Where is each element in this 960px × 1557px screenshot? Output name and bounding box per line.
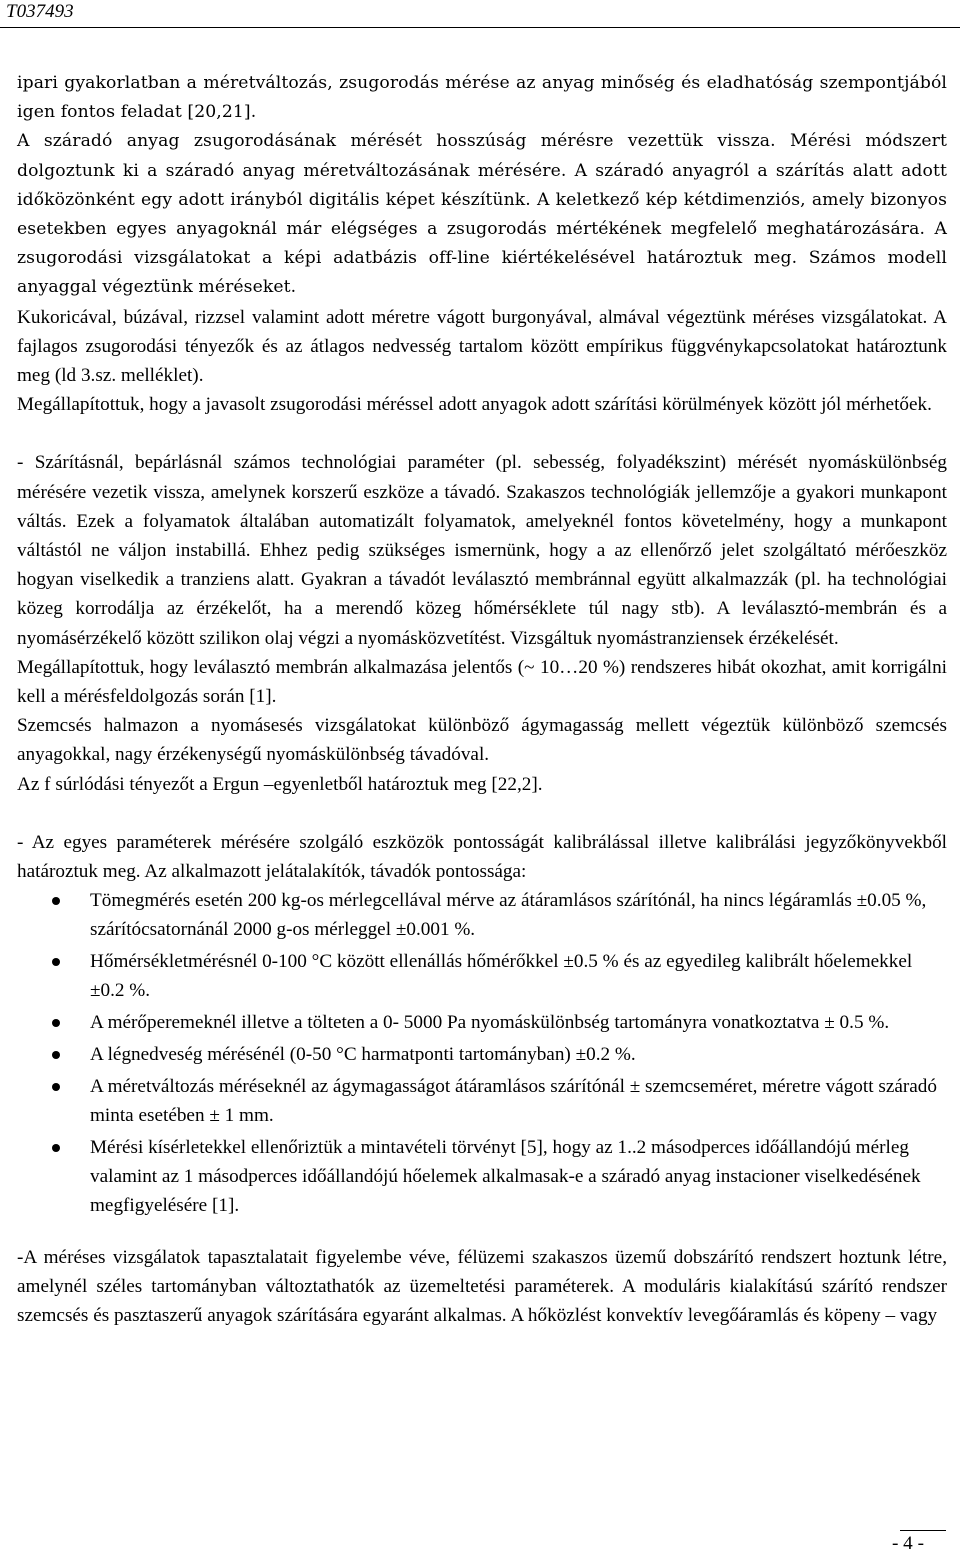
list-item <box>17 947 947 1005</box>
bullet-icon <box>52 1083 60 1091</box>
bullet-icon <box>52 958 60 966</box>
paragraph-intro: ipari gyakorlatban a méretváltozás, zsugorodás mérése az anyag minőség és eladhatóság szempontjából igen fontos feladat [20,21]. <box>17 73 947 123</box>
footer-divider <box>900 1530 946 1531</box>
paragraph-membrane-error: Megállapítottuk, hogy leválasztó membrán alkalmazása jelentős (~ 10…20 %) rendszeres hibát okozhat, amit korrigálni kell a mérésfeldolgozás során [1]. <box>17 656 947 708</box>
bullet-icon <box>52 1019 60 1027</box>
page-number: - 4 - <box>892 1533 924 1554</box>
bullet-icon <box>52 1144 60 1152</box>
paragraph-calibration: - Az egyes paraméterek mérésére szolgáló eszközök pontosságát kalibrálással illetve kalibrálási jegyzőkönyvekből határoztuk meg. Az alkalmazott jelátalakítók, távadók pontossága: <box>17 831 947 883</box>
list-item-text: Mérési kísérletekkel ellenőriztük a mintavételi törvényt [5], hogy az 1..2 másodperces időállandójú mérleg valamint az 1 másodperces időállandójú hőelemek alkalmasak-e a száradó anyag instacioner viselkedésének megfigyelésére [1]. <box>90 1136 921 1217</box>
paragraph-granular-pressure-drop: Szemcsés halmazon a nyomásesés vizsgálatokat különböző ágymagasság mellett végeztük különböző szemcsés anyagokkal, nagy érzékenységű nyomáskülönbség távadóval. <box>17 715 947 766</box>
paragraph-shrinkage-method: A száradó anyag zsugorodásának mérését hosszúság mérésre vezettük vissza. Mérési módszert dolgoztunk ki a száradó anyag méretváltozásának mérésére. A száradó anyagról a szárítás alatt adott időközönként egy adott irányból digitális képet készítünk. A keletkező kép kétdimenziós, amely bizonyos esetekben egyes anyagoknál már elégséges a zsugorodás mértékének megfelelő meghatározására. A zsugorodási vizsgálatokat a képi adatbázis off-line kiértékelésével határoztuk meg. Számos modell anyaggal végeztünk méréseket. <box>17 131 947 298</box>
paragraph-friction-factor: Az f súrlódási tényezőt a Ergun –egyenletből határoztuk meg [22,2]. <box>17 773 543 795</box>
list-item <box>17 1008 947 1037</box>
list-item-text: A mérőperemeknél illetve a tölteten a 0- 5000 Pa nyomáskülönbség tartományra vonatkoztatva ± 0.5 %. <box>90 1012 890 1034</box>
list-item-text: A méretváltozás méréseknél az ágymagasságot átáramlásos szárítónál ± szemcseméret, méretre vágott száradó minta esetében ± 1 mm. <box>90 1075 937 1127</box>
list-item-text: Tömegmérés esetén 200 kg-os mérlegcellával mérve az átáramlásos szárítónál, ha nincs légáramlás ±0.05 %, szárítócsatornánál 2000 g-os mérleggel ±0.001 %. <box>90 890 927 941</box>
spacer <box>17 1223 947 1243</box>
spacer <box>17 799 947 828</box>
spacer <box>17 419 947 448</box>
list-item-text: A légnedveség mérésénél (0-50 °C harmatponti tartományban) ±0.2 %. <box>90 1044 636 1066</box>
paragraph-pressure-transmitter: - Szárításnál, bepárlásnál számos technológiai paraméter (pl. sebesség, folyadékszint) mérését nyomáskülönbség mérésére vezetik vissza, amelynek korszerű eszköze a távadó. Szakaszos technológiák jellemzője a gyakori munkapont váltás. Ezek a folyamatok általában automatizált folyamatok, amelyeknél fontos követelmény, hogy a munkapont váltástól ne váljon instabillá. Ehhez pedig szükséges ismernünk, hogy a az ellenőrző jelet szolgáltató mérőeszköz hogyan viselkedik a tranziens alatt. Gyakran a távadót leválasztó membránnal együtt alkalmazzák (pl. ha technológiai közeg korrodálja az érzékelőt, ha a merendő közeg hőmérséklete túl nagy stb). A leválasztó-membrán és a nyomásérzékelő között szilikon olaj végzi a nyomásközvetítést. Vizsgáltuk nyomástranziensek érzékelését. <box>17 452 947 649</box>
list-item <box>17 1040 947 1069</box>
header-divider <box>0 27 960 28</box>
list-item <box>17 1133 947 1221</box>
paragraph-shrinkage-conclusion: Megállapítottuk, hogy a javasolt zsugorodási méréssel adott anyagok adott szárítási körülmények között jól mérhetőek. <box>17 394 932 416</box>
accuracy-list <box>17 886 947 1220</box>
bullet-icon <box>52 1051 60 1059</box>
document-id: T037493 <box>6 1 74 22</box>
paragraph-shrinkage-materials: Kukoricával, búzával, rizzsel valamint adott méretre vágott burgonyával, almával végeztünk méréses vizsgálatokat. A fajlagos zsugorodási tényezők és az átlagos nedvesség tartalom között empírikus függvénykapcsolatokat határoztunk meg (ld 3.sz. melléklet). <box>17 306 947 387</box>
paragraph-drum-dryer: -A méréses vizsgálatok tapasztalatait figyelembe véve, félüzemi szakaszos üzemű dobszárító rendszert hoztunk létre, amelynél széles tartományban változtathatók az üzemeltetési paraméterek. A moduláris kialakítású szárító rendszer szemcsés és pasztaszerű anyagok szárítására egyaránt alkalmas. A hőközlést konvektív levegőáramlás és köpeny – vagy <box>17 1247 947 1327</box>
bullet-icon <box>52 897 60 905</box>
list-item <box>17 886 947 944</box>
list-item <box>17 1072 947 1130</box>
list-item-text: Hőmérsékletmérésnél 0-100 °C között ellenállás hőmérőkkel ±0.5 % és az egyedileg kalibrált hőelemekkel ±0.2 %. <box>90 951 913 1002</box>
page-body <box>17 69 947 1331</box>
